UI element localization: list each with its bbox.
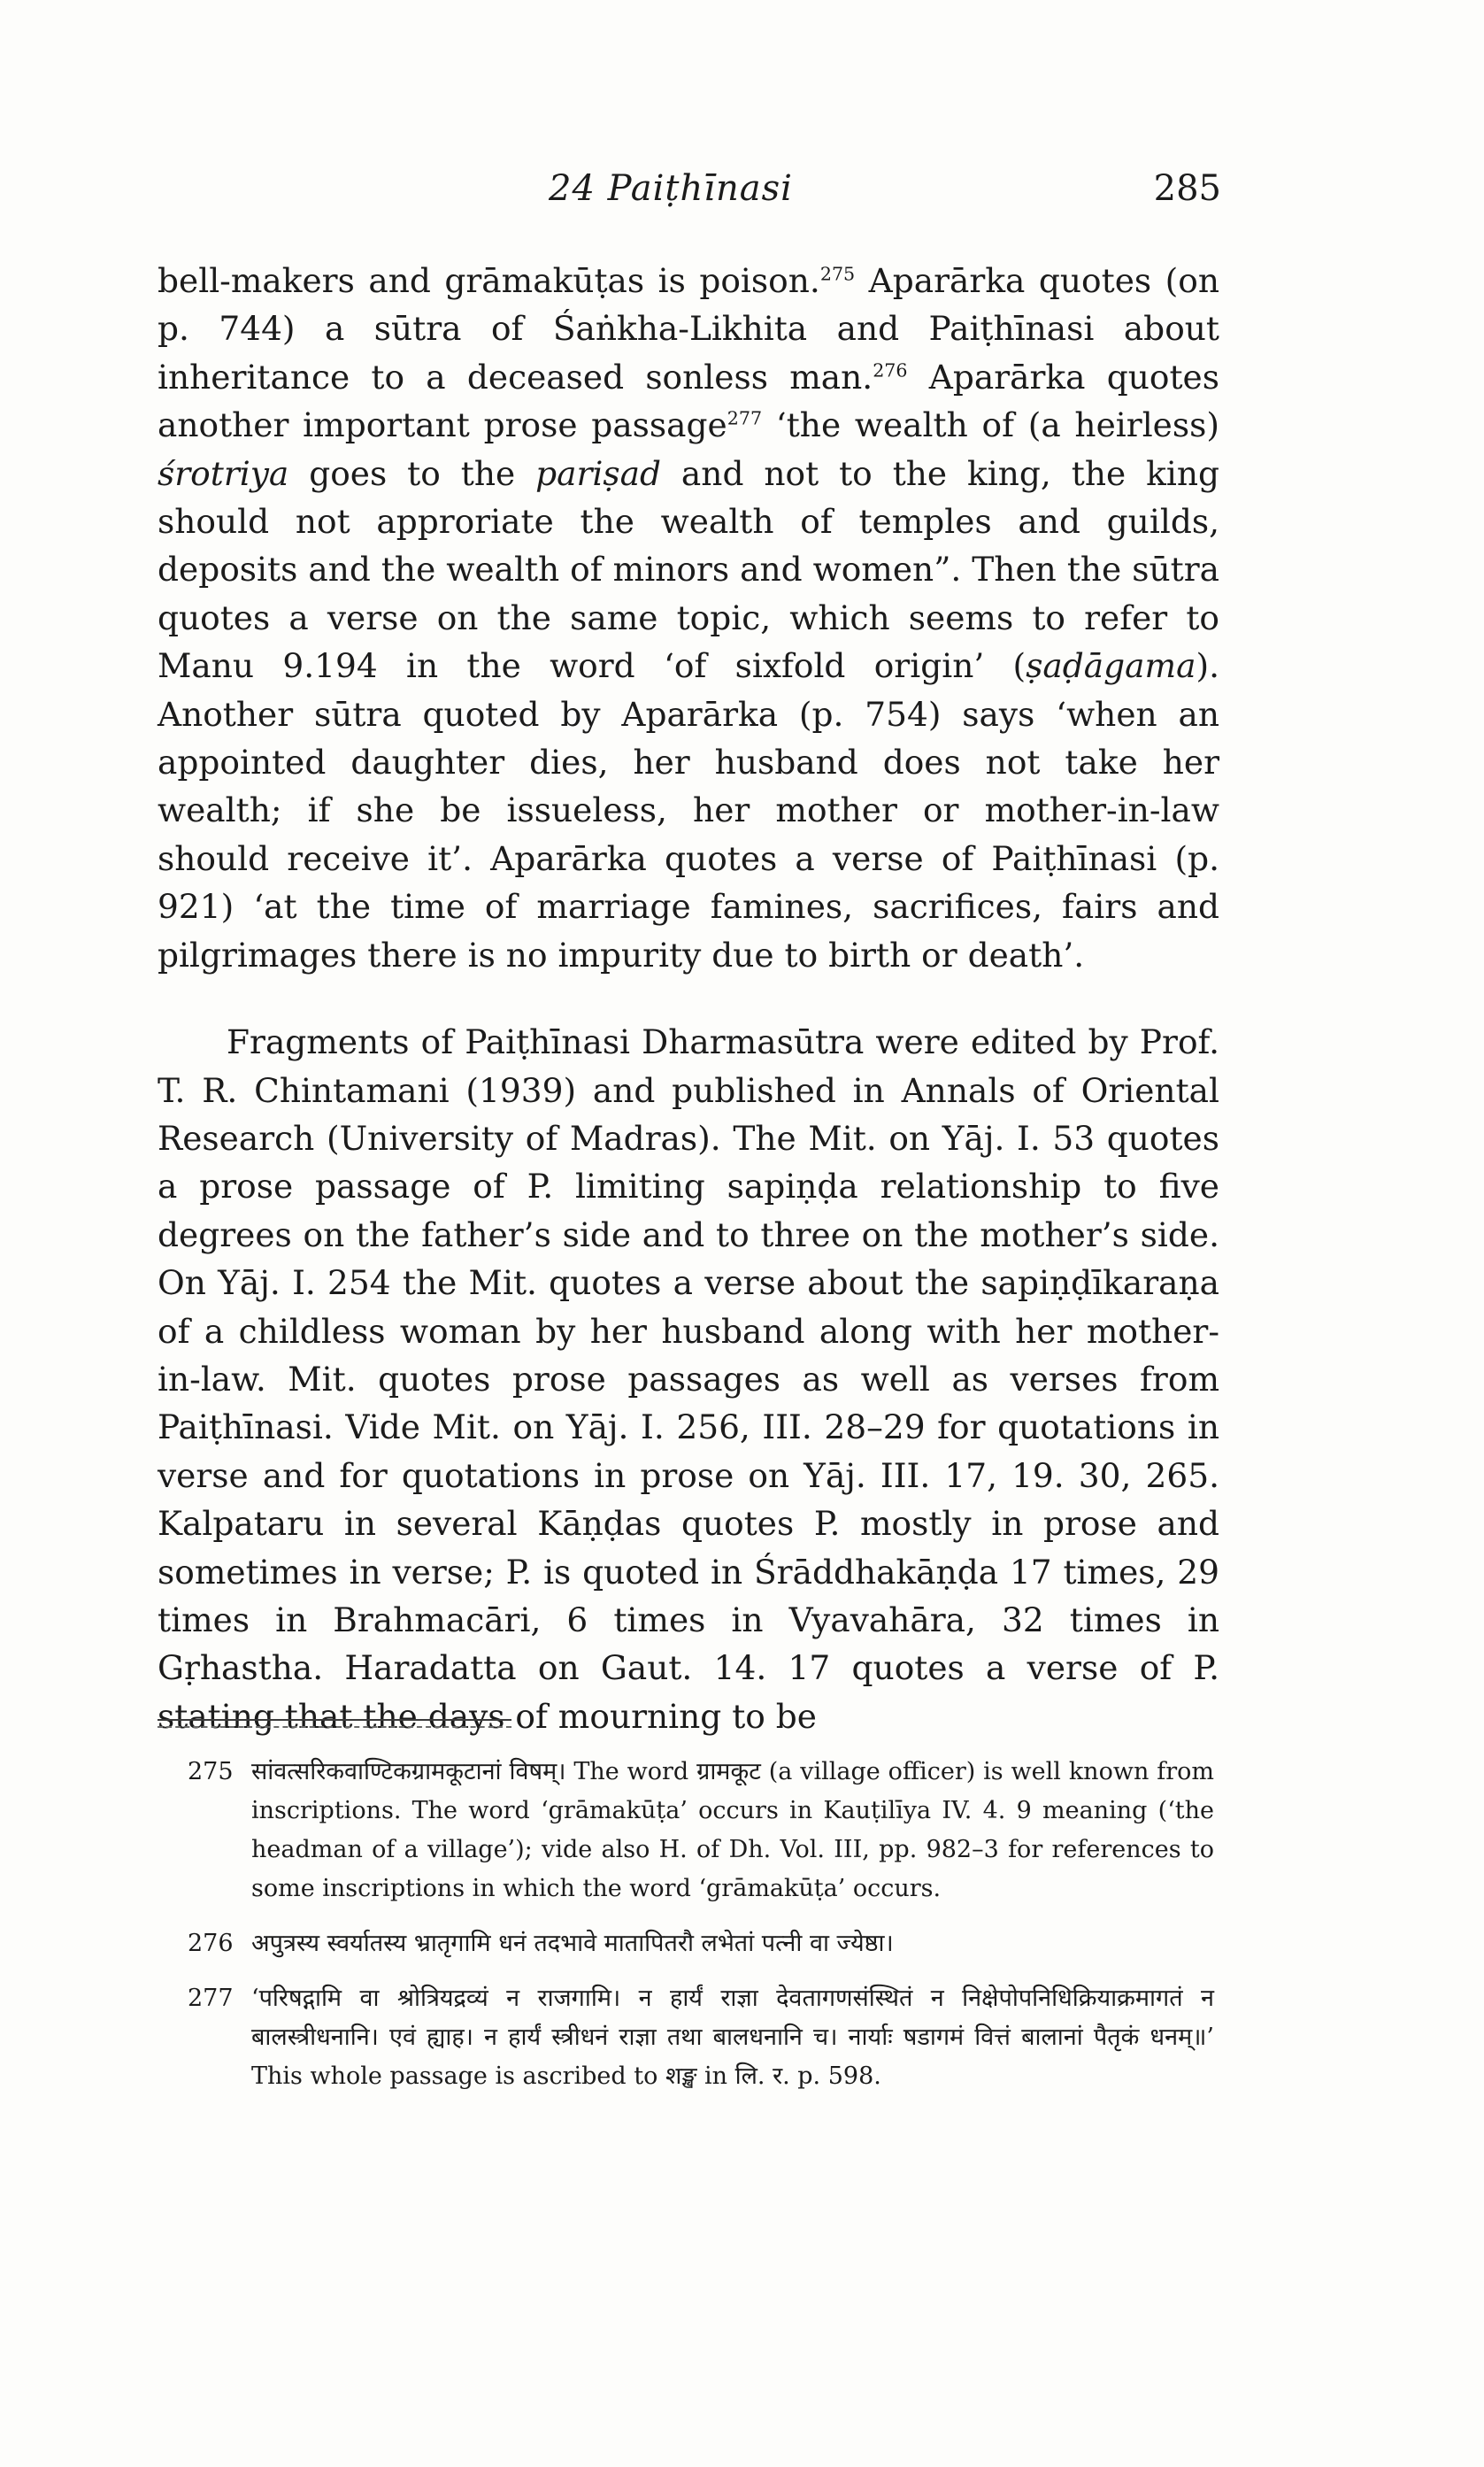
p1-text-7: ). Another sūtra quoted by Aparārka (p. 754) says ‘when an appointed daughter dies, her husband does not take her wealth; if she be issueless, her mother or mother-in-law should receive it’. Aparārka quotes a verse of Paiṭhīnasi (p. 921) ‘at the time of marriage famines, sacrifices, fairs and pilgrimages there is no impurity due to birth or death’. [158,646,1219,975]
term-parisad: pariṣad [535,453,661,493]
footnote-275 [188,1753,1214,1908]
footnote-ref-275: 275 [819,263,856,285]
footnote-number: 275 [188,1758,234,1785]
paragraph-2: Fragments of Paiṭhīnasi Dharmasūtra were edited by Prof. T. R. Chintamani (1939) and published in Annals of Oriental Research (University of Madras). The Mit. on Yāj. I. 53 quotes a prose passage of P. limiting sapiṇḍa relationship to five degrees on the father’s side and to three on the mother’s side. On Yāj. I. 254 the Mit. quotes a verse about the sapiṇḍīkaraṇa of a childless woman by her husband along with her mother-in-law. Mit. quotes prose passages as well as verses from Paiṭhīnasi. Vide Mit. on Yāj. I. 256, III. 28–29 for quotations in verse and for quotations in prose on Yāj. III. 17, 19. 30, 265. Kalpataru in several Kāṇḍas quotes P. mostly in prose and sometimes in verse; P. is quoted in Śrāddhakāṇḍa 17 times, 29 times in Brahmacāri, 6 times in Vyavahāra, 32 times in Gṛhastha. Haradatta on Gaut. 14. 17 quotes a verse of P. stating that the days of mourning to be [158,1022,1219,1736]
footnotes [188,1753,1214,2112]
running-title: 24 Paiṭhīnasi [549,168,793,209]
p1-text-6: and not to the king, the king should not approriate the wealth of temples and guilds, deposits and the wealth of minors and women”. Then the sūtra quotes a verse on the same topic, which seems to refer to Manu 9.194 in the word ‘of sixfold origin’ ( [158,453,1219,686]
footnote-277 [188,1979,1214,2096]
term-sadagama: ṣaḍāgama [1026,646,1196,686]
page-number: 285 [1153,168,1221,209]
footnote-number: 277 [188,1985,234,2012]
footnote-number: 276 [188,1930,234,1957]
footnote-ref-276: 276 [873,359,908,382]
p1-text-5: goes to the [288,453,536,493]
footnote-text: सांवत्सरिकवाण्टिकग्रामकूटानां विषम्। The word ग्रामकूट (a village officer) is well known from inscriptions. The word ‘grāmakūṭa’ occurs in Kauṭilīya IV. 4. 9 meaning (‘the headman of a village’); vide also H. of Dh. Vol. III, pp. 982–3 for references to some inscriptions in which the word ‘grāmakūṭa’ occurs. [251,1758,1214,1902]
paragraph-1 [158,257,1219,979]
footnote-text: अपुत्रस्य स्वर्यातस्य भ्रातृगामि धनं तदभावे मातापितरौ लभेतां पत्नी वा ज्येष्ठा। [251,1930,894,1957]
term-srotriya: śrotriya [158,453,289,493]
footnote-text: ‘परिषद्गामि वा श्रोत्रियद्रव्यं न राजगामि। न हार्यं राज्ञा देवतागणसंस्थितं न निक्षेपोपनिधिक्रियाक्रमागतं न बालस्त्रीधनानि। एवं ह्याह। न हार्यं स्त्रीधनं राज्ञा तथा बालधनानि च। नार्याः षडागमं वित्तं बालानां पैतृकं धनम्॥’ This whole passage is ascribed to शङ्ख in लि. र. p. 598. [251,1985,1214,2090]
footnote-ref-277: 277 [727,407,763,429]
p1-text-4: ‘the wealth of (a heirless) [762,405,1219,445]
footnote-276 [188,1924,1214,1963]
p1-text-2: Aparārka quotes (on p. 744) a sūtra of Śaṅkha-Likhita and Paiṭhīnasi about inheritance to a deceased sonless man. [158,261,1219,397]
p1-text-3: Aparārka quotes another important prose passage [158,357,1219,445]
page-header [159,168,1221,221]
main-text [158,257,1219,1740]
footnote-divider [158,1719,511,1728]
p1-text-1: bell-makers and grāmakūṭas is poison. [158,261,820,300]
